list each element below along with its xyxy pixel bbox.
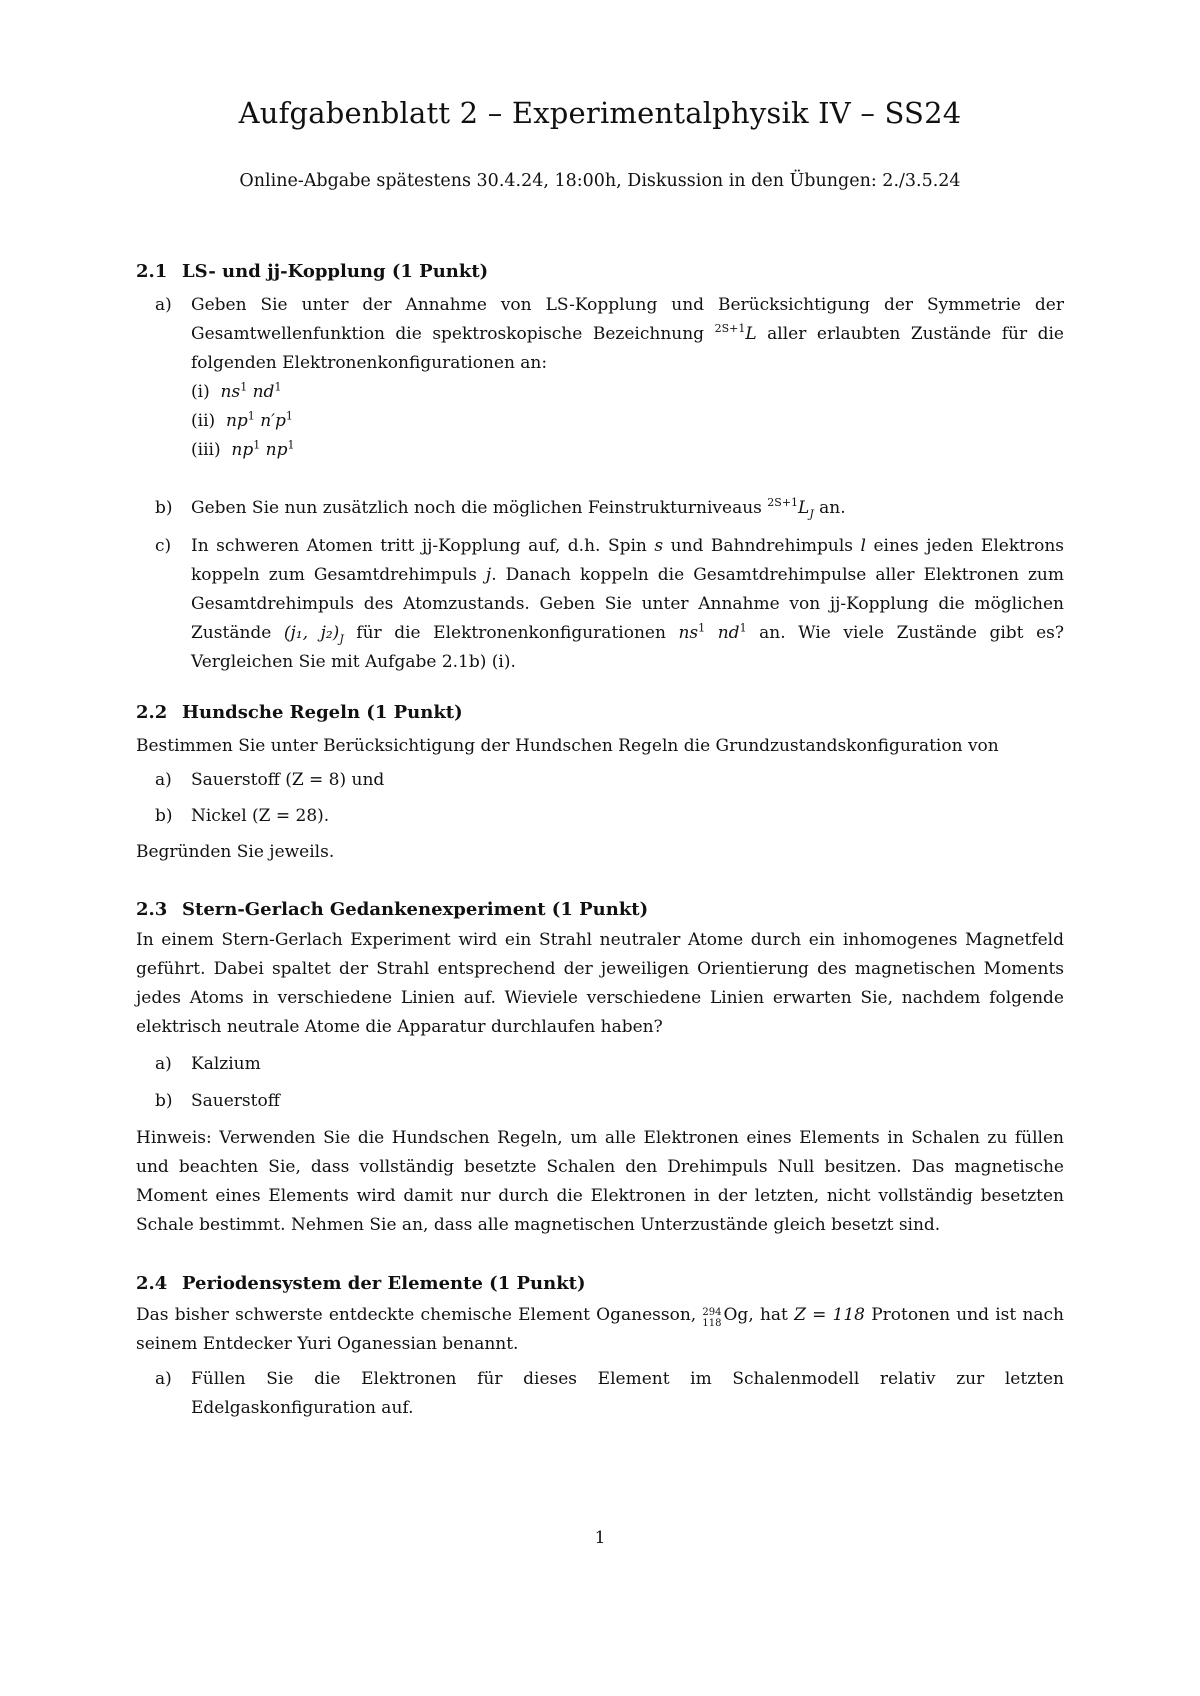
item-label: b) bbox=[155, 498, 173, 518]
section-heading bbox=[136, 257, 1064, 286]
paragraph: Das bisher schwerste entdeckte chemische Element Oganesson, 294 118 Og, hat Z = 118 Protonen und ist nach seinem Entdecker Yuri Oganessian benannt. bbox=[136, 1305, 1065, 1354]
section-number: 2.4 bbox=[136, 1273, 168, 1294]
section-heading bbox=[136, 698, 1064, 727]
item-label: b) bbox=[155, 1091, 173, 1111]
task-text: Geben Sie unter der Annahme von LS-Kopplung und Berücksichtigung der Symmetrie der Gesamtwellenfunktion die spektroskopische Bezeichnung bbox=[191, 295, 1064, 344]
item-label: a) bbox=[155, 1369, 172, 1389]
section-number: 2.2 bbox=[136, 702, 168, 723]
task-text: aller erlaubten Zustände für die folgenden Elektronenkonfigurationen an: bbox=[191, 324, 1064, 373]
task-item: a) Füllen Sie die Elektronen für dieses Element im Schalenmodell relativ zur letzten Edelgaskonfiguration auf. bbox=[136, 1365, 1064, 1423]
paragraph: Begründen Sie jeweils. bbox=[136, 842, 335, 862]
math-sup: 2S+1 bbox=[714, 322, 746, 335]
page-subtitle: Online-Abgabe spätestens 30.4.24, 18:00h, Diskussion in den Übungen: 2./3.5.24 bbox=[239, 171, 961, 191]
nuclide-notation: 294 118 bbox=[702, 1307, 722, 1329]
item-label: a) bbox=[155, 1054, 172, 1074]
task-item: b) Sauerstoff bbox=[136, 1087, 1064, 1116]
section-number: 2.3 bbox=[136, 899, 168, 920]
task-item: c) In schweren Atomen tritt jj-Kopplung auf, d.h. Spin s und Bahndrehimpuls l eines jeden Elektrons koppeln zum Gesamtdrehimpuls j. Danach koppeln die Gesamtdrehimpulse aller Elektronen zum Gesamtdrehimpuls des Atomzustands. Geben Sie unter Annahme von jj-Kopplung die möglichen Zustände (j₁, $j_2)_J$ für die Elektronenkonfigurationen $ns^1$ $nd^1$ an. Wie viele Zustände gibt es? Vergleichen Sie mit Aufgabe 2.1b) (i). bbox=[136, 532, 1064, 677]
task-item: a) Sauerstoff (Z = 8) und bbox=[136, 766, 1064, 795]
paragraph: Bestimmen Sie unter Berücksichtigung der Hundschen Regeln die Grundzustandskonfiguration von bbox=[136, 736, 999, 756]
page-number: 1 bbox=[594, 1528, 606, 1548]
task-item: b) Geben Sie nun zusätzlich noch die möglichen Feinstrukturniveaus $^{2S+1}L_J$ an. bbox=[136, 494, 1064, 523]
config-line: (i) $ns^1$ $nd^1$ bbox=[191, 380, 282, 402]
item-label: a) bbox=[155, 295, 172, 315]
task-item: b) Nickel (Z = 28). bbox=[136, 802, 1064, 831]
page-title: Aufgabenblatt 2 – Experimentalphysik IV – SS24 bbox=[238, 96, 962, 130]
config-line: (iii) $np^1$ $np^1$ bbox=[191, 438, 295, 460]
paragraph: In einem Stern-Gerlach Experiment wird ein Strahl neutraler Atome durch ein inhomogenes Magnetfeld geführt. Dabei spaltet der Strahl entsprechend der jeweiligen Orientierung des magnetischen Moments jedes Atoms in verschiedene Linien auf. Wieviele verschiedene Linien erwarten Sie, nachdem folgende elektrisch neutrale Atome die Apparatur durchlaufen haben? bbox=[136, 930, 1064, 1037]
math-symbol: L bbox=[745, 324, 757, 344]
section-heading bbox=[136, 895, 1064, 924]
task-item: a) Kalzium bbox=[136, 1050, 1064, 1079]
hint-paragraph: Hinweis: Verwenden Sie die Hundschen Regeln, um alle Elektronen eines Elements in Schalen zu füllen und beachten Sie, dass vollständig besetzte Schalen den Drehimpuls Null besitzen. Das magnetische Moment eines Elements wird damit nur durch die Elektronen in der letzten, nicht vollständig besetzten Schale bestimmt. Nehmen Sie an, dass alle magnetischen Unterzustände gleich besetzt sind. bbox=[136, 1128, 1064, 1235]
section-title: Stern-Gerlach Gedankenexperiment (1 Punkt) bbox=[182, 899, 649, 920]
item-label: a) bbox=[155, 770, 172, 790]
section-title: Hundsche Regeln (1 Punkt) bbox=[182, 702, 463, 723]
content bbox=[136, 257, 1064, 1423]
item-label: c) bbox=[155, 536, 172, 556]
task-item bbox=[136, 291, 1064, 465]
section-title: Periodensystem der Elemente (1 Punkt) bbox=[182, 1273, 586, 1294]
section-title: LS- und jj-Kopplung (1 Punkt) bbox=[182, 261, 489, 282]
section-number: 2.1 bbox=[136, 261, 168, 282]
section-heading bbox=[136, 1269, 1064, 1298]
item-label: b) bbox=[155, 806, 173, 826]
config-line: (ii) $np^1$ $n'p^1$ bbox=[191, 409, 293, 431]
